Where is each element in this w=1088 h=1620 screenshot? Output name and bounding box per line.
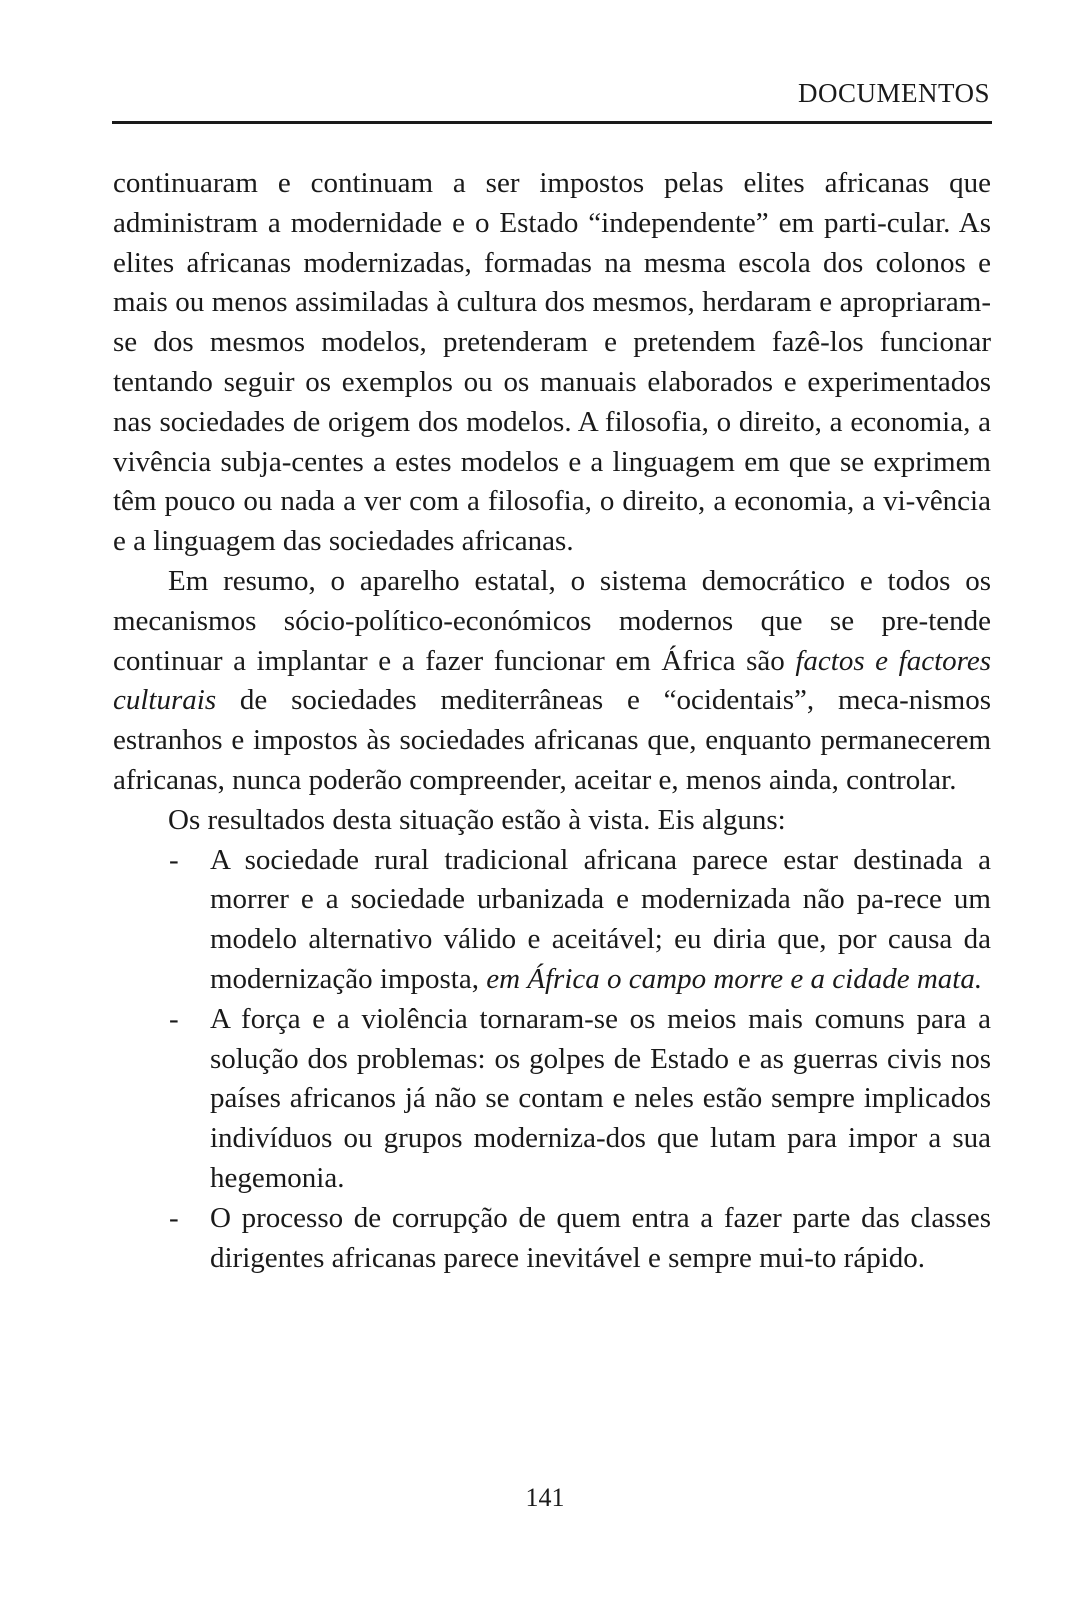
list-dash: - [169, 1201, 179, 1234]
list-item-text: A força e a violência tornaram-se os meios mais comuns para a solução dos problemas: os golpes de Estado e as guerras civis nos países africanos já não se contam e neles estão sempre implicados indivíduos ou grupos moderniza-dos que lutam para impor a sua hegemonia. [210, 1002, 991, 1194]
paragraph-2-text-b: de sociedades mediterrâneas e “ocidentais”, meca-nismos estranhos e impostos às sociedades africanas que, enquanto permanecerem africanas, nunca poderão compreender, aceitar e, menos ainda, controlar. [113, 684, 991, 796]
paragraph-3: Os resultados desta situação estão à vista. Eis alguns: [168, 803, 786, 836]
list-dash: - [169, 843, 179, 876]
results-list [113, 841, 991, 1279]
list-item [113, 1199, 991, 1279]
list-item [113, 1000, 991, 1199]
header-rule [112, 121, 992, 124]
paragraph-2-text-a: Em resumo, o aparelho estatal, o sistema democrático e todos os mecanismos sócio-político-económicos modernos que se pre-tende continuar a implantar e a fazer funcionar em África são [113, 564, 991, 677]
list-item-text: A sociedade rural tradicional africana parece estar destinada a morrer e a sociedade urbanizada e modernizada não pa-rece um modelo alternativo válido e aceitável; eu diria que, por causa da modernização imposta, [210, 843, 991, 995]
list-item-italic: em África o campo morre e a cidade mata. [486, 962, 983, 995]
page-number: 141 [525, 1483, 565, 1512]
paragraph-2-italic: factos e factores culturais [113, 644, 991, 717]
list-item-text: O processo de corrupção de quem entra a fazer parte das classes dirigentes africanas parece inevitável e sempre mui-to rápido. [210, 1201, 991, 1274]
paragraph-2 [113, 562, 991, 801]
list-item [113, 841, 991, 1000]
body-text [113, 164, 991, 1278]
paragraph-1: continuaram e continuam a ser impostos pelas elites africanas que administram a modernidade e o Estado “independente” em parti-cular. As elites africanas modernizadas, formadas na mesma escola dos colonos e mais ou menos assimiladas à cultura dos mesmos, herdaram e apropriaram-se dos mesmos modelos, pretenderam e pretendem fazê-los funcionar tentando seguir os exemplos ou os manuais elaborados e experimentados nas sociedades de origem dos modelos. A filosofia, o direito, a economia, a vivência subja-centes a estes modelos e a linguagem em que se exprimem têm pouco ou nada a ver com a filosofia, o direito, a economia, a vi-vência e a linguagem das sociedades africanas. [113, 167, 991, 558]
list-dash: - [169, 1002, 179, 1035]
running-header: DOCUMENTOS [797, 78, 990, 108]
